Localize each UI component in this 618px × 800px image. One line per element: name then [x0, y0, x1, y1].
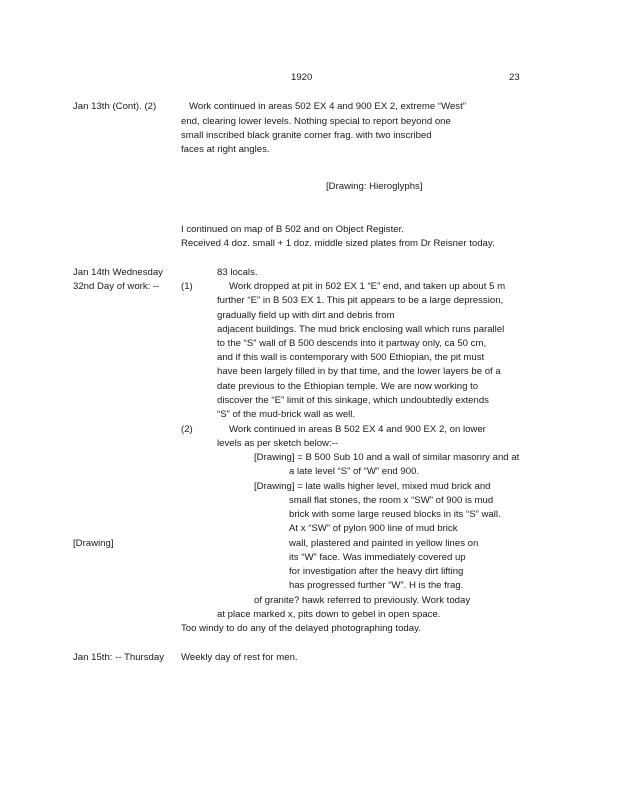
item-number: (2): [181, 424, 193, 435]
page-year: 1920: [291, 72, 313, 83]
entry-text-line: have been largely filled in by that time, and the lower layers be of a: [217, 366, 501, 377]
margin-drawing-note: [Drawing]: [73, 538, 114, 549]
entry-text-line: [Drawing] = late walls higher level, mixed mud brick and: [254, 481, 491, 492]
entry-workday: 32nd Day of work: --: [73, 281, 160, 292]
entry-text-line: Weekly day of rest for men.: [181, 652, 298, 663]
entry-text-line: its “W” face. Was immediately covered up: [289, 552, 466, 563]
entry-text-line: “S” of the mud-brick wall as well.: [217, 409, 356, 420]
entry-date-jan15: Jan 15th: -- Thursday: [73, 652, 165, 663]
entry-text-line: of granite? hawk referred to previously. Work today: [254, 595, 471, 606]
entry-text-line: small flat stones, the room x “SW” of 900 is mud: [289, 495, 494, 506]
item-number: (1): [181, 281, 193, 292]
entry-text-line: gradually field up with dirt and debris from: [217, 310, 395, 321]
entry-text-line: has progressed further “W”. H is the frag.: [289, 580, 464, 591]
entry-text-line: at place marked x, pits down to gebel in open space.: [217, 609, 441, 620]
entry-text-line: Work continued in areas 502 EX 4 and 900 EX 2, extreme “West”: [189, 101, 466, 112]
entry-text-line: discover the “E” limit of this sinkage, which undoubtedly extends: [217, 395, 489, 406]
entry-text-line: Work continued in areas B 502 EX 4 and 900 EX 2, on lower: [229, 424, 486, 435]
entry-text-line: adjacent buildings. The mud brick enclosing wall which runs parallel: [217, 324, 505, 335]
entry-text-line: brick with some large reused blocks in its “S” wall.: [289, 509, 501, 520]
entry-text-line: [Drawing] = B 500 Sub 10 and a wall of similar masonry and at: [254, 452, 520, 463]
entry-text-line: for investigation after the heavy dirt lifting: [289, 566, 464, 577]
entry-date-jan14: Jan 14th Wednesday: [73, 267, 163, 278]
entry-text-line: end, clearing lower levels. Nothing special to report beyond one: [181, 116, 451, 127]
entry-text-line: Too windy to do any of the delayed photographing today.: [181, 623, 421, 634]
entry-text-line: date previous to the Ethiopian temple. We are now working to: [217, 381, 479, 392]
entry-date-jan13: Jan 13th (Cont). (2): [73, 101, 157, 112]
entry-text-line: wall, plastered and painted in yellow lines on: [289, 538, 479, 549]
locals-count: 83 locals.: [217, 267, 258, 278]
entry-text-line: and if this wall is contemporary with 500 Ethiopian, the pit must: [217, 352, 485, 363]
page-number: 23: [509, 72, 520, 83]
drawing-note-hieroglyphs: [Drawing: Hieroglyphs]: [326, 181, 423, 192]
entry-text-line: further “E” in B 503 EX 1. This pit appears to be a large depression,: [217, 295, 504, 306]
entry-text-line: small inscribed black granite corner frag. with two inscribed: [181, 130, 432, 141]
entry-text-line: a late level “S” of “W” end 900.: [289, 466, 420, 477]
entry-text-line: Received 4 doz. small + 1 doz. middle sized plates from Dr Reisner today.: [181, 238, 495, 249]
entry-text-line: levels as per sketch below:--: [217, 438, 339, 449]
entry-text-line: to the “S” wall of B 500 descends into it partway only, ca 50 cm,: [217, 338, 487, 349]
entry-text-line: faces at right angles.: [181, 144, 270, 155]
entry-text-line: Work dropped at pit in 502 EX 1 “E” end, and taken up about 5 m: [229, 281, 506, 292]
entry-text-line: At x “SW” of pylon 900 line of mud brick: [289, 523, 458, 534]
entry-text-line: I continued on map of B 502 and on Object Register.: [181, 224, 404, 235]
